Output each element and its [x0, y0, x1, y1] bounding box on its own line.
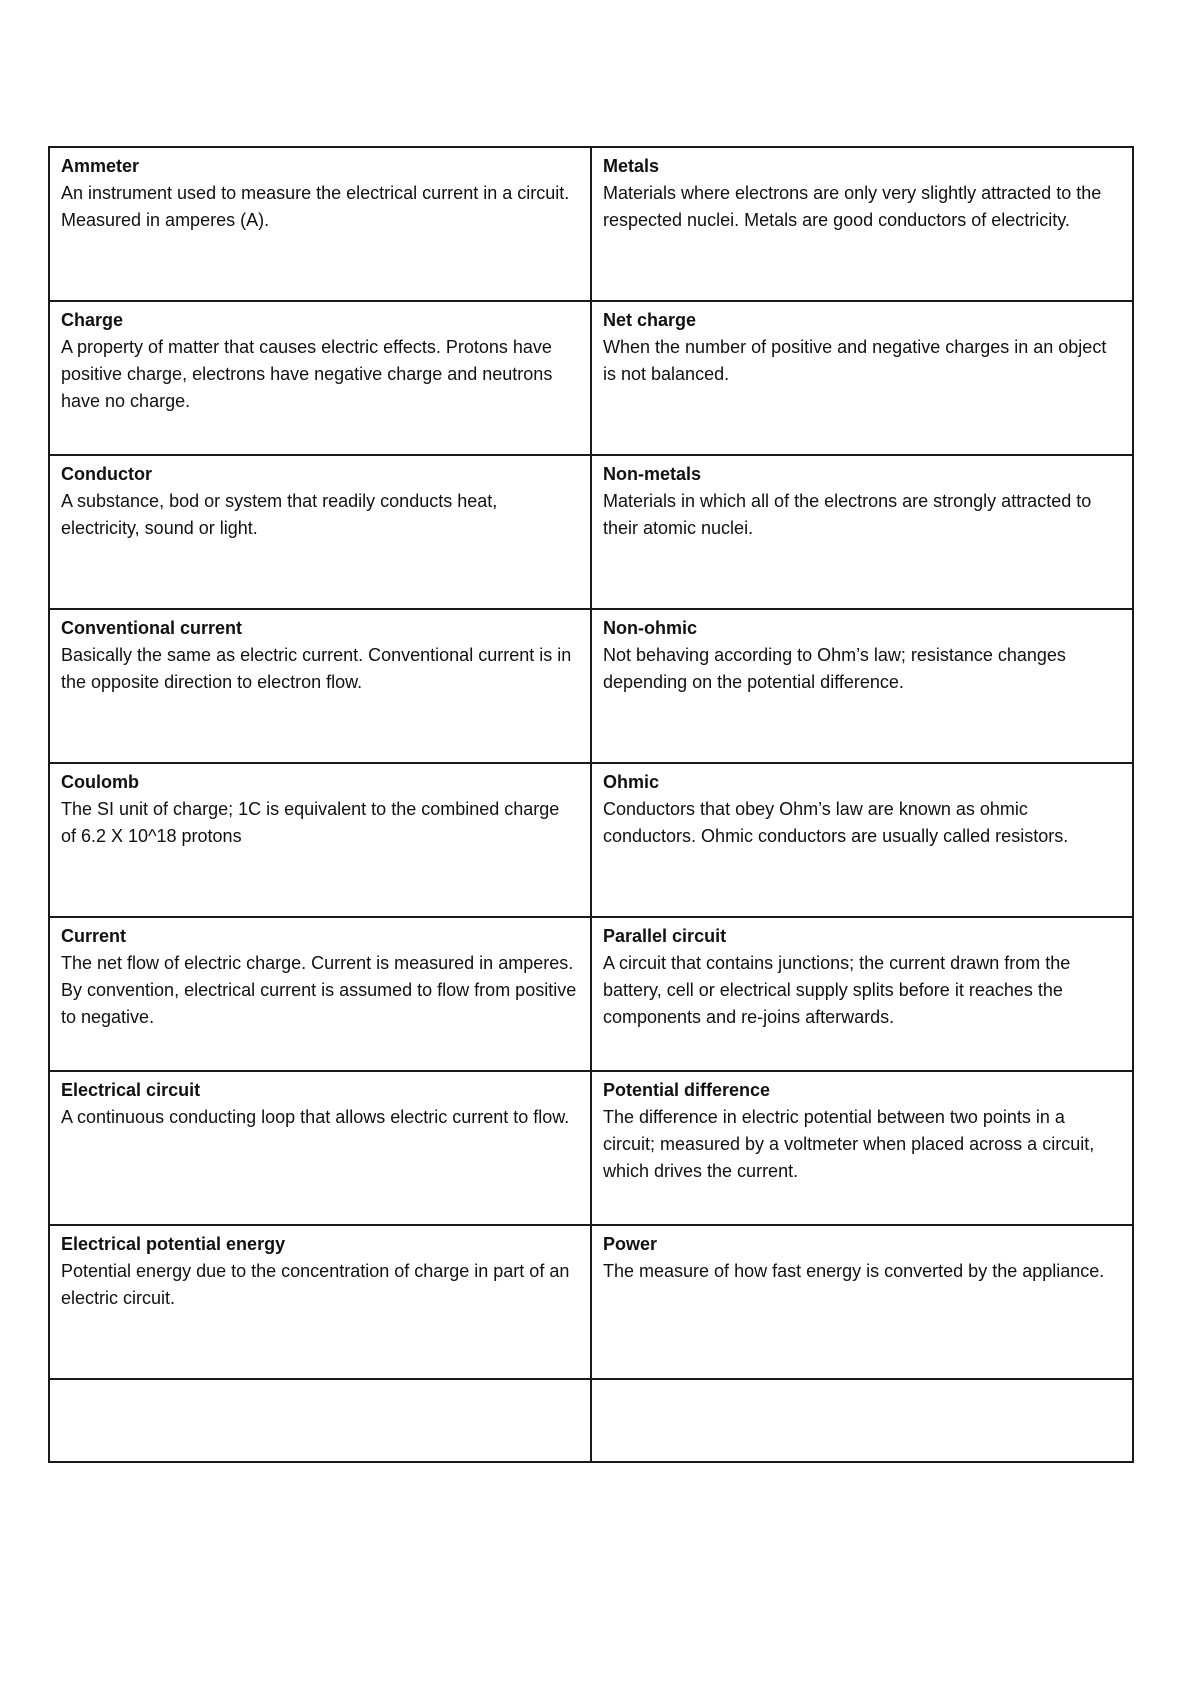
glossary-cell: [49, 1225, 591, 1379]
glossary-term: Non-ohmic: [603, 618, 697, 638]
table-row: [49, 147, 1133, 301]
glossary-cell: [591, 301, 1133, 455]
glossary-term: Electrical potential energy: [61, 1234, 286, 1254]
glossary-cell: [49, 301, 591, 455]
table-row: [49, 1071, 1133, 1225]
glossary-definition: A substance, bod or system that readily conducts heat, electricity, sound or light.: [61, 491, 498, 538]
glossary-term: Current: [61, 926, 127, 946]
glossary-cell-empty: [591, 1379, 1133, 1462]
glossary-definition: An instrument used to measure the electrical current in a circuit. Measured in amperes (A).: [61, 183, 570, 230]
glossary-term: Ohmic: [603, 772, 660, 792]
glossary-definition: Conductors that obey Ohm’s law are known as ohmic conductors. Ohmic conductors are usually called resistors.: [603, 799, 1069, 846]
glossary-definition: Materials where electrons are only very slightly attracted to the respected nuclei. Metals are good conductors of electricity.: [603, 183, 1102, 230]
glossary-definition: Not behaving according to Ohm’s law; resistance changes depending on the potential difference.: [603, 645, 1066, 692]
glossary-definition: When the number of positive and negative charges in an object is not balanced.: [603, 337, 1107, 384]
glossary-cell: [591, 763, 1133, 917]
glossary-definition: A continuous conducting loop that allows electric current to flow.: [61, 1107, 570, 1127]
glossary-term: Conductor: [61, 464, 152, 484]
table-row: [49, 609, 1133, 763]
glossary-definition: Materials in which all of the electrons are strongly attracted to their atomic nuclei.: [603, 491, 1092, 538]
glossary-term: Ammeter: [61, 156, 140, 176]
glossary-cell: [591, 1225, 1133, 1379]
glossary-term: Power: [603, 1234, 658, 1254]
table-row: [49, 301, 1133, 455]
glossary-term: Net charge: [603, 310, 697, 330]
glossary-term: Parallel circuit: [603, 926, 727, 946]
glossary-term: Non-metals: [603, 464, 702, 484]
glossary-definition: The net flow of electric charge. Current is measured in amperes. By convention, electrical current is assumed to flow from positive to negative.: [61, 953, 577, 1027]
glossary-definition: A circuit that contains junctions; the current drawn from the battery, cell or electrical supply splits before it reaches the components and re-joins afterwards.: [603, 953, 1071, 1027]
glossary-cell: [591, 609, 1133, 763]
table-row-empty: [49, 1379, 1133, 1462]
glossary-term: Charge: [61, 310, 124, 330]
glossary-term: Conventional current: [61, 618, 243, 638]
glossary-definition: The SI unit of charge; 1C is equivalent to the combined charge of 6.2 X 10^18 protons: [61, 799, 560, 846]
glossary-definition: A property of matter that causes electric effects. Protons have positive charge, electrons have negative charge and neutrons have no charge.: [61, 337, 553, 411]
glossary-cell: [591, 455, 1133, 609]
glossary-cell: [591, 147, 1133, 301]
glossary-term: Potential difference: [603, 1080, 771, 1100]
table-row: [49, 763, 1133, 917]
glossary-definition: The measure of how fast energy is converted by the appliance.: [603, 1261, 1105, 1281]
glossary-cell: [49, 147, 591, 301]
glossary-term: Coulomb: [61, 772, 139, 792]
glossary-cell: [49, 917, 591, 1071]
glossary-term: Metals: [603, 156, 660, 176]
glossary-definition: Basically the same as electric current. Conventional current is in the opposite direction to electron flow.: [61, 645, 572, 692]
glossary-cell: [49, 609, 591, 763]
glossary-cell-empty: [49, 1379, 591, 1462]
glossary-cell: [591, 1071, 1133, 1225]
glossary-cell: [49, 763, 591, 917]
glossary-table: [48, 146, 1134, 1463]
glossary-cell: [49, 455, 591, 609]
glossary-term: Electrical circuit: [61, 1080, 201, 1100]
table-row: [49, 1225, 1133, 1379]
glossary-cell: [591, 917, 1133, 1071]
table-row: [49, 917, 1133, 1071]
glossary-definition: The difference in electric potential between two points in a circuit; measured by a voltmeter when placed across a circuit, which drives the current.: [603, 1107, 1095, 1181]
table-row: [49, 455, 1133, 609]
glossary-cell: [49, 1071, 591, 1225]
glossary-definition: Potential energy due to the concentration of charge in part of an electric circuit.: [61, 1261, 570, 1308]
